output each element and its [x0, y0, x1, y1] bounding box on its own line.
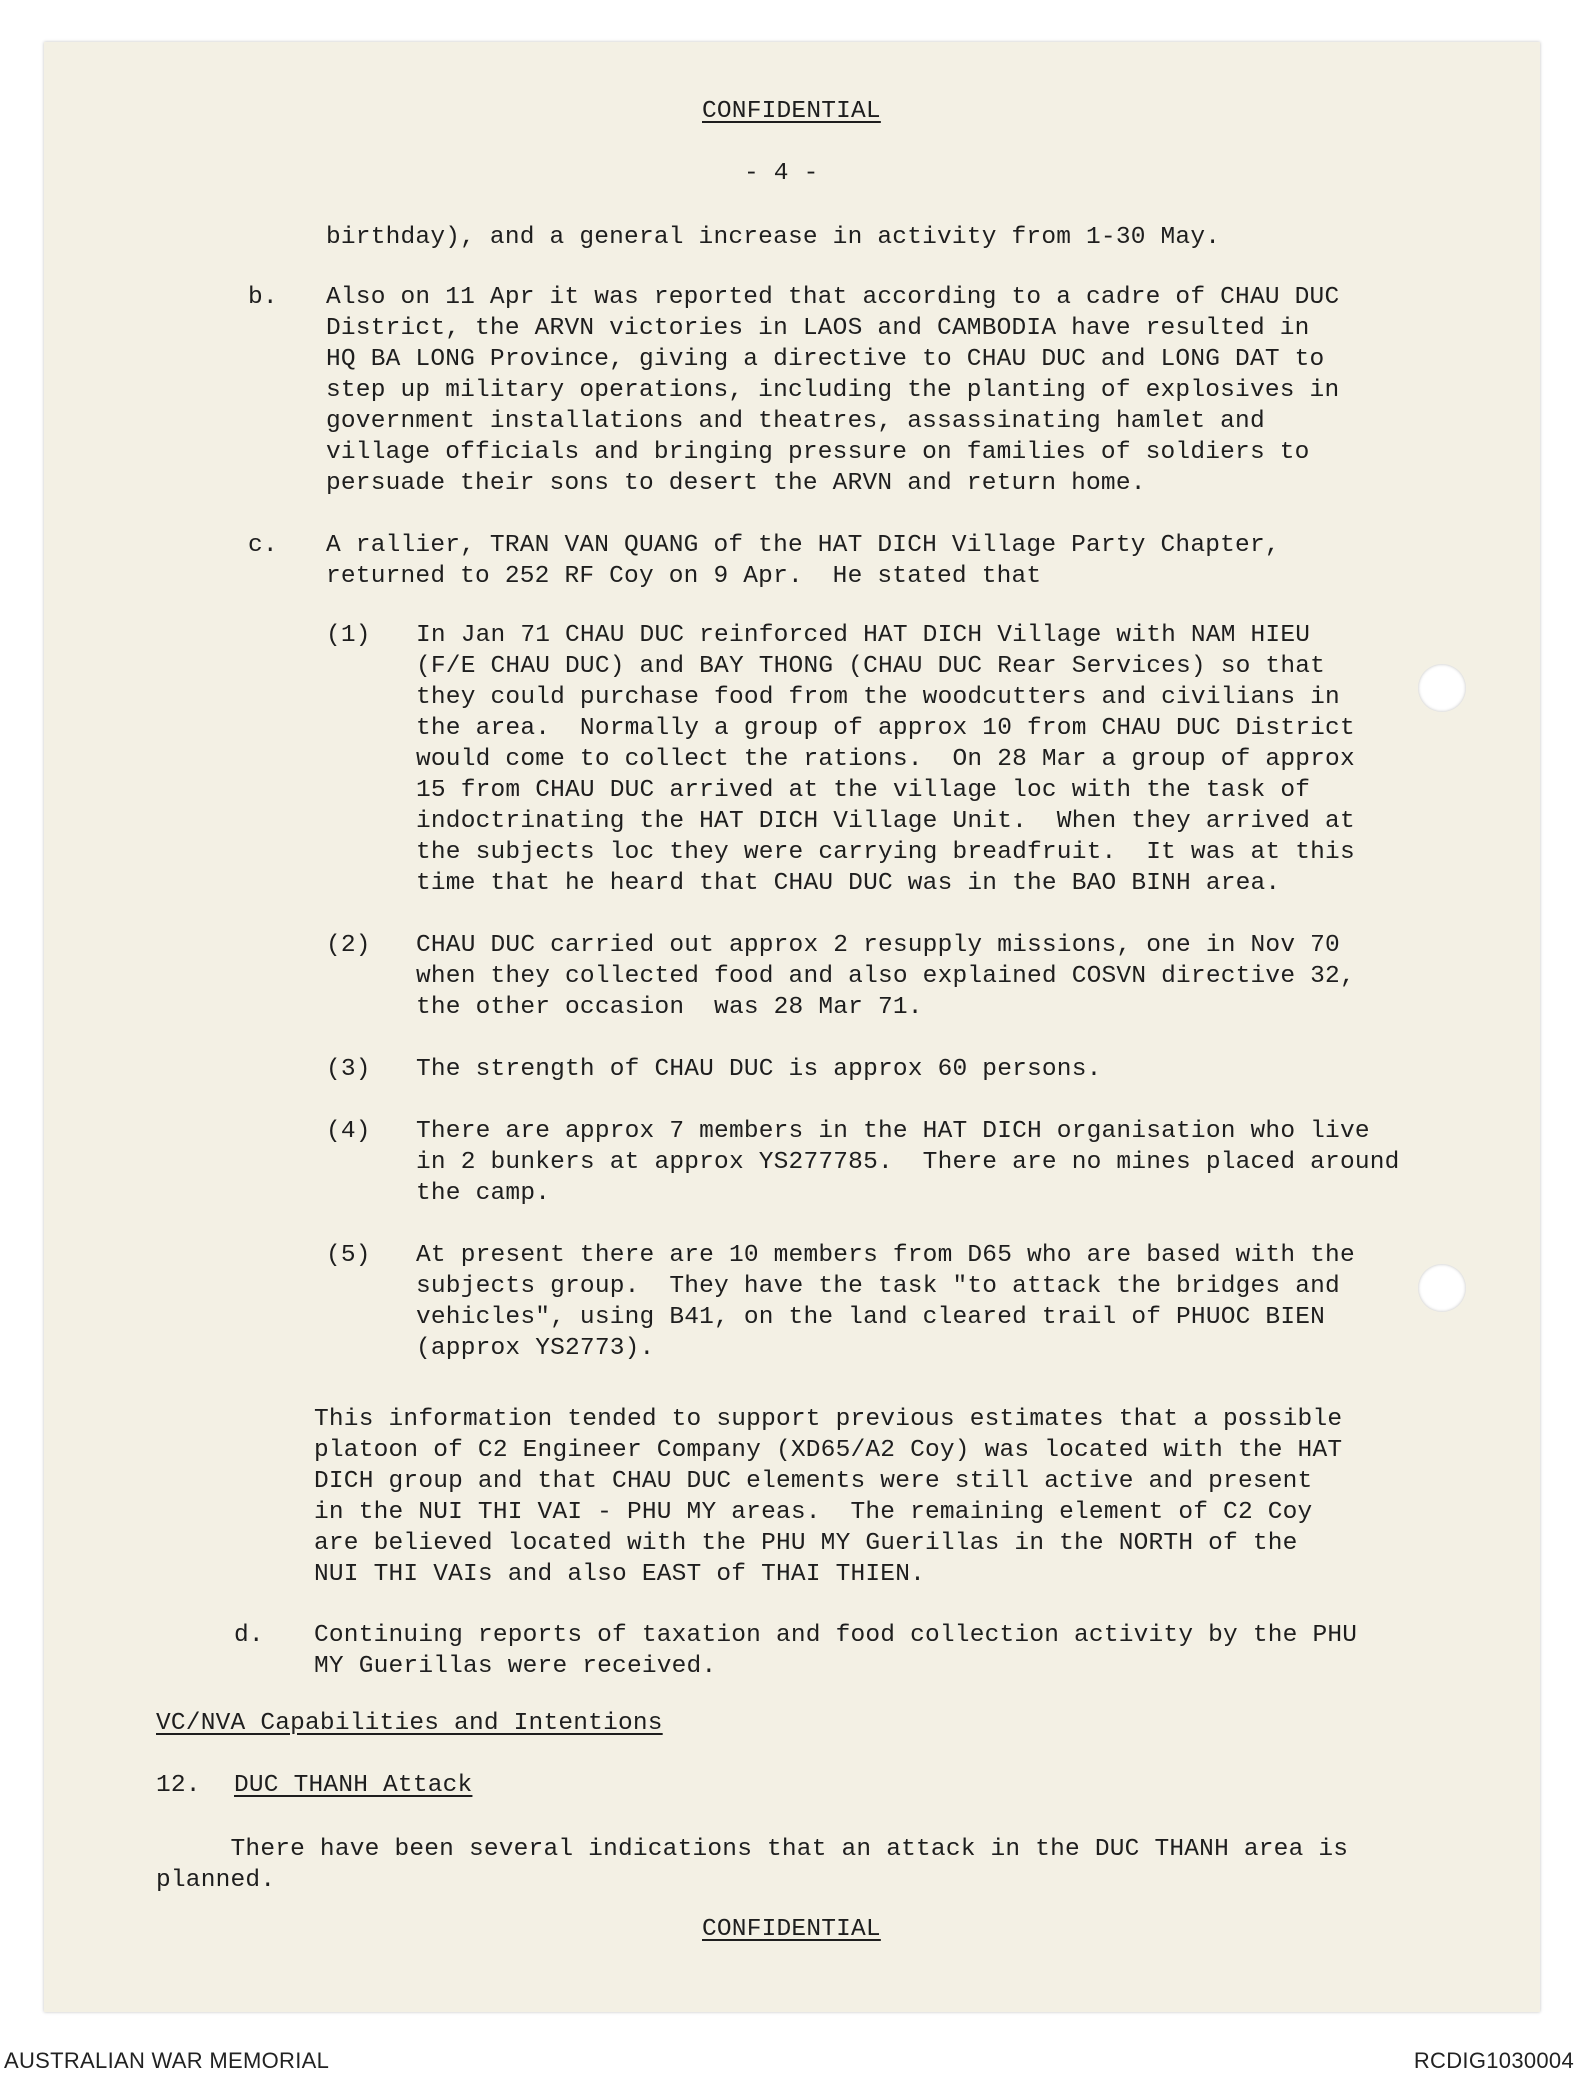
- para-12-title: DUC THANH Attack: [234, 1772, 473, 1799]
- text-line: village officials and bringing pressure on families of soldiers to: [326, 439, 1310, 466]
- text-line: There have been several indications that an attack in the DUC THANH area is: [156, 1836, 1349, 1863]
- text-line: The strength of CHAU DUC is approx 60 persons.: [416, 1056, 1102, 1083]
- text-line: planned.: [156, 1867, 276, 1894]
- text-line: the subjects loc they were carrying breadfruit. It was at this: [416, 839, 1355, 866]
- text-line: government installations and theatres, assassinating hamlet and: [326, 408, 1265, 435]
- item-d-label: d.: [234, 1622, 264, 1649]
- text-line: NUI THI VAIs and also EAST of THAI THIEN.: [314, 1561, 925, 1588]
- text-line: vehicles", using B41, on the land cleared trail of PHUOC BIEN: [416, 1304, 1326, 1331]
- text-line: the other occasion was 28 Mar 71.: [416, 994, 923, 1021]
- text-line: the area. Normally a group of approx 10 from CHAU DUC District: [416, 715, 1355, 742]
- section-heading: VC/NVA Capabilities and Intentions: [156, 1710, 663, 1737]
- text-line: in 2 bunkers at approx YS277785. There are no mines placed around: [416, 1149, 1400, 1176]
- text-line: in the NUI THI VAI - PHU MY areas. The remaining element of C2 Coy: [314, 1499, 1313, 1526]
- text-line: 15 from CHAU DUC arrived at the village loc with the task of: [416, 777, 1311, 804]
- text-line: MY Guerillas were received.: [314, 1653, 717, 1680]
- text-line: District, the ARVN victories in LAOS and CAMBODIA have resulted in: [326, 315, 1310, 342]
- item-b-label: b.: [248, 284, 278, 311]
- text-line: would come to collect the rations. On 28 Mar a group of approx: [416, 746, 1355, 773]
- text-line: they could purchase food from the woodcutters and civilians in: [416, 684, 1340, 711]
- subitem-3-number: (3): [326, 1056, 371, 1083]
- text-line: Continuing reports of taxation and food collection activity by the PHU: [314, 1622, 1358, 1649]
- text-line: persuade their sons to desert the ARVN and return home.: [326, 470, 1146, 497]
- archive-label: AUSTRALIAN WAR MEMORIAL: [4, 2048, 330, 2073]
- text-line: indoctrinating the HAT DICH Village Unit. When they arrived at: [416, 808, 1355, 835]
- text-line: (F/E CHAU DUC) and BAY THONG (CHAU DUC Rear Services) so that: [416, 653, 1326, 680]
- text-line: subjects group. They have the task "to attack the bridges and: [416, 1273, 1340, 1300]
- text-line: CHAU DUC carried out approx 2 resupply missions, one in Nov 70: [416, 932, 1340, 959]
- text-line: Also on 11 Apr it was reported that according to a cadre of CHAU DUC: [326, 284, 1340, 311]
- text-line: This information tended to support previous estimates that a possible: [314, 1406, 1343, 1433]
- subitem-5-number: (5): [326, 1242, 371, 1269]
- classification-footer: CONFIDENTIAL: [702, 1916, 881, 1943]
- punch-hole-upper: [1418, 664, 1466, 712]
- text-line: A rallier, TRAN VAN QUANG of the HAT DICH Village Party Chapter,: [326, 532, 1280, 559]
- text-line: DICH group and that CHAU DUC elements were still active and present: [314, 1468, 1313, 1495]
- text-line: when they collected food and also explained COSVN directive 32,: [416, 963, 1355, 990]
- text-line: HQ BA LONG Province, giving a directive to CHAU DUC and LONG DAT to: [326, 346, 1325, 373]
- intro-line: birthday), and a general increase in activity from 1-30 May.: [326, 224, 1221, 251]
- text-line: the camp.: [416, 1180, 551, 1207]
- para-12-number: 12.: [156, 1772, 201, 1799]
- text-line: (approx YS2773).: [416, 1335, 655, 1362]
- punch-hole-lower: [1418, 1264, 1466, 1312]
- text-line: time that he heard that CHAU DUC was in the BAO BINH area.: [416, 870, 1281, 897]
- text-line: In Jan 71 CHAU DUC reinforced HAT DICH Village with NAM HIEU: [416, 622, 1311, 649]
- subitem-4-number: (4): [326, 1118, 371, 1145]
- classification-header: CONFIDENTIAL: [702, 98, 881, 125]
- item-c-label: c.: [248, 532, 278, 559]
- text-line: are believed located with the PHU MY Guerillas in the NORTH of the: [314, 1530, 1298, 1557]
- text-line: There are approx 7 members in the HAT DICH organisation who live: [416, 1118, 1370, 1145]
- text-line: At present there are 10 members from D65 who are based with the: [416, 1242, 1355, 1269]
- subitem-1-number: (1): [326, 622, 371, 649]
- text-line: returned to 252 RF Coy on 9 Apr. He stated that: [326, 563, 1042, 590]
- text-line: step up military operations, including the planting of explosives in: [326, 377, 1340, 404]
- subitem-2-number: (2): [326, 932, 371, 959]
- archive-id: RCDIG1030004: [1413, 2048, 1574, 2073]
- text-line: platoon of C2 Engineer Company (XD65/A2 Coy) was located with the HAT: [314, 1437, 1343, 1464]
- page-number: - 4 -: [744, 160, 819, 187]
